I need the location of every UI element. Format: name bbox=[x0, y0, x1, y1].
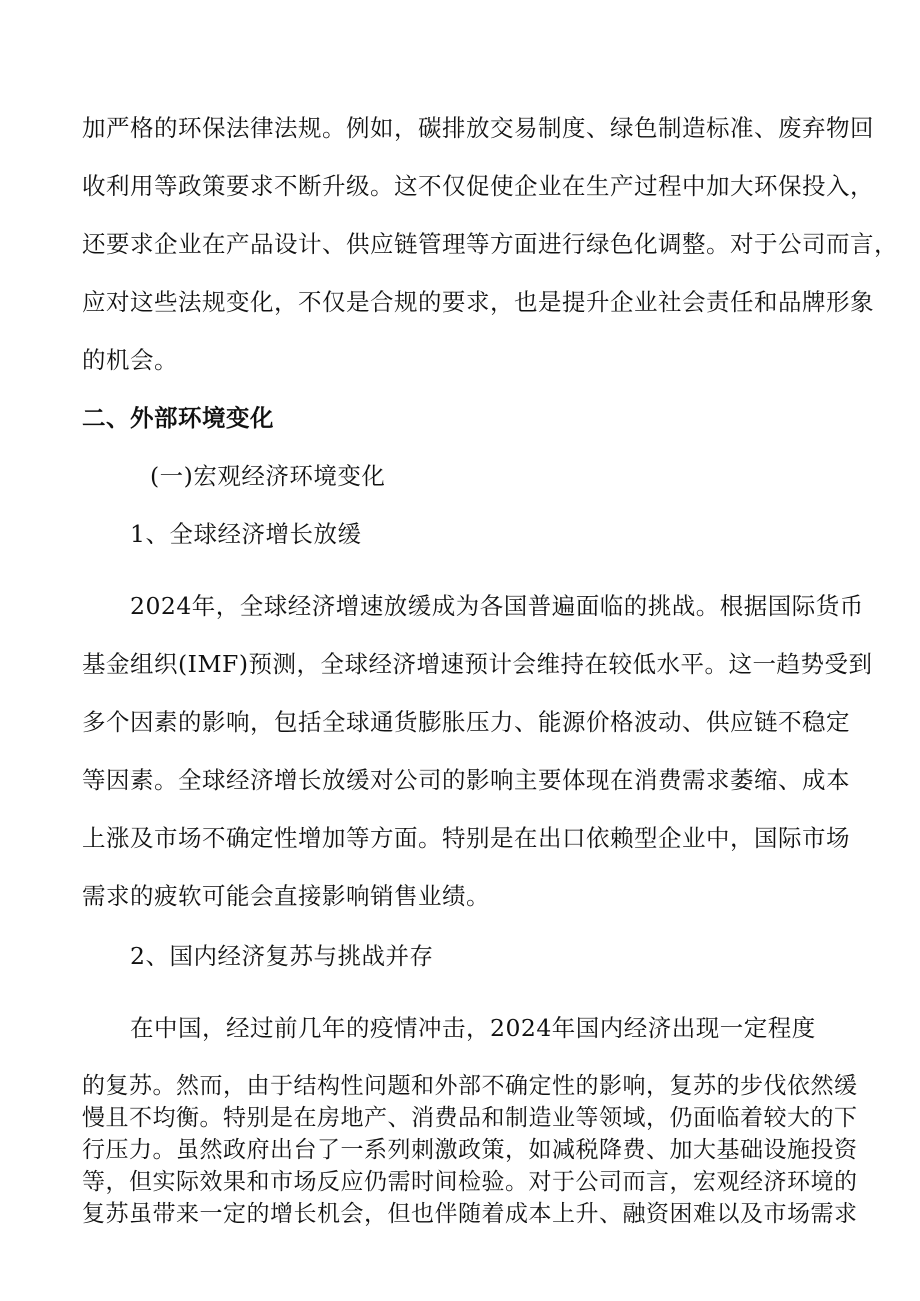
paragraph-line: 等，但实际效果和市场反应仍需时间检验。对于公司而言，宏观经济环境的 bbox=[82, 1169, 858, 1195]
paragraph-line: 复苏虽带来一定的增长机会，但也伴随着成本上升、融资困难以及市场需求 bbox=[82, 1201, 858, 1227]
paragraph-line: 还要求企业在产品设计、供应链管理等方面进行绿色化调整。对于公司而言， bbox=[82, 230, 898, 258]
paragraph-line: 收利用等政策要求不断升级。这不仅促使企业在生产过程中加大环保投入， bbox=[82, 172, 874, 200]
paragraph-line: 需求的疲软可能会直接影响销售业绩。 bbox=[82, 882, 490, 910]
paragraph-line: 基金组织(IMF)预测，全球经济增速预计会维持在较低水平。这一趋势受到 bbox=[82, 650, 873, 678]
item-heading: 1、全球经济增长放缓 bbox=[130, 520, 362, 548]
paragraph-line: 行压力。虽然政府出台了一系列刺激政策，如减税降费、加大基础设施投资 bbox=[82, 1137, 858, 1163]
paragraph-line: 的复苏。然而，由于结构性问题和外部不确定性的影响，复苏的步伐依然缓 bbox=[82, 1073, 858, 1099]
paragraph-line: 慢且不均衡。特别是在房地产、消费品和制造业等领域，仍面临着较大的下 bbox=[82, 1105, 858, 1131]
item-heading: 2、国内经济复苏与挑战并存 bbox=[130, 942, 434, 970]
paragraph-line: 加严格的环保法律法规。例如，碳排放交易制度、绿色制造标准、废弃物回 bbox=[82, 114, 874, 142]
paragraph-line: 应对这些法规变化，不仅是合规的要求，也是提升企业社会责任和品牌形象 bbox=[82, 288, 874, 316]
paragraph-line: 2024年，全球经济增速放缓成为各国普遍面临的挑战。根据国际货币 bbox=[130, 592, 864, 620]
paragraph-line: 多个因素的影响，包括全球通货膨胀压力、能源价格波动、供应链不稳定 bbox=[82, 708, 850, 736]
subsection-heading: (一)宏观经济环境变化 bbox=[150, 462, 386, 490]
paragraph-line: 的机会。 bbox=[82, 346, 178, 374]
paragraph-line: 在中国，经过前几年的疫情冲击，2024年国内经济出现一定程度 bbox=[130, 1014, 816, 1042]
paragraph-line: 等因素。全球经济增长放缓对公司的影响主要体现在消费需求萎缩、成本 bbox=[82, 766, 850, 794]
paragraph-line: 上涨及市场不确定性增加等方面。特别是在出口依赖型企业中，国际市场 bbox=[82, 824, 850, 852]
section-heading: 二、外部环境变化 bbox=[82, 404, 274, 432]
